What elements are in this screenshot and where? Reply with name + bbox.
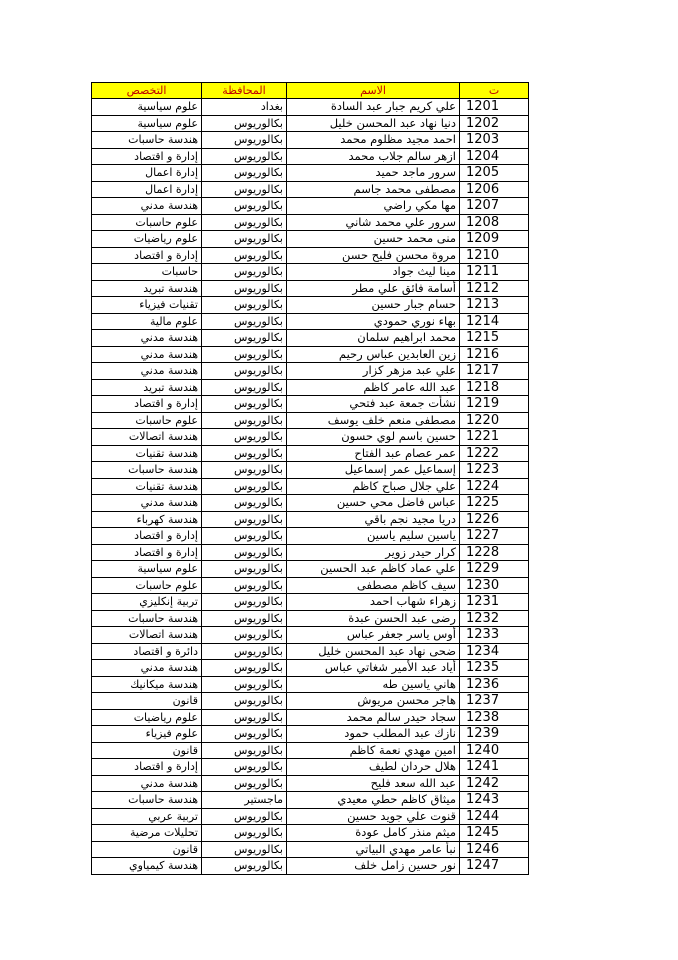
row-name: مها مكي راضي bbox=[287, 198, 460, 215]
row-number: 1204 bbox=[460, 148, 529, 165]
row-name: علي كريم جبار عبد السادة bbox=[287, 99, 460, 116]
row-specialization: إدارة و اقتصاد bbox=[92, 544, 202, 561]
row-governorate: بكالوريوس bbox=[202, 165, 287, 182]
table-row bbox=[92, 511, 529, 528]
row-governorate: بكالوريوس bbox=[202, 280, 287, 297]
document-page bbox=[91, 82, 528, 875]
row-number: 1243 bbox=[460, 792, 529, 809]
row-specialization: هندسة مدني bbox=[92, 346, 202, 363]
table-row bbox=[92, 825, 529, 842]
row-number: 1201 bbox=[460, 99, 529, 116]
row-number: 1210 bbox=[460, 247, 529, 264]
row-name: ازهر سالم جلاب محمد bbox=[287, 148, 460, 165]
table-row bbox=[92, 544, 529, 561]
table-row bbox=[92, 396, 529, 413]
row-governorate: بكالوريوس bbox=[202, 561, 287, 578]
row-specialization: هندسة حاسبات bbox=[92, 132, 202, 149]
row-name: نبأ عامر مهدي البياتي bbox=[287, 841, 460, 858]
row-specialization: حاسبات bbox=[92, 264, 202, 281]
row-governorate: بكالوريوس bbox=[202, 825, 287, 842]
row-name: مروة محسن فليح حسن bbox=[287, 247, 460, 264]
table-row bbox=[92, 445, 529, 462]
header-specialization: التخصص bbox=[92, 83, 202, 99]
row-number: 1240 bbox=[460, 742, 529, 759]
header-row bbox=[92, 83, 529, 99]
row-name: ضحى نهاد عبد المحسن خليل bbox=[287, 643, 460, 660]
table-row bbox=[92, 231, 529, 248]
row-governorate: بكالوريوس bbox=[202, 363, 287, 380]
row-specialization: علوم حاسبات bbox=[92, 412, 202, 429]
row-specialization: هندسة تبريد bbox=[92, 379, 202, 396]
row-specialization: علوم رياضيات bbox=[92, 231, 202, 248]
table-row bbox=[92, 363, 529, 380]
table-row bbox=[92, 346, 529, 363]
row-governorate: بغداد bbox=[202, 99, 287, 116]
row-number: 1230 bbox=[460, 577, 529, 594]
row-governorate: بكالوريوس bbox=[202, 297, 287, 314]
row-governorate: بكالوريوس bbox=[202, 412, 287, 429]
row-specialization: هندسة تقنيات bbox=[92, 445, 202, 462]
row-specialization: علوم سياسية bbox=[92, 99, 202, 116]
row-governorate: بكالوريوس bbox=[202, 693, 287, 710]
row-name: احمد مجيد مظلوم محمد bbox=[287, 132, 460, 149]
table-row bbox=[92, 759, 529, 776]
table-row bbox=[92, 561, 529, 578]
row-name: إسماعيل عمر إسماعيل bbox=[287, 462, 460, 479]
table-row bbox=[92, 660, 529, 677]
row-governorate: بكالوريوس bbox=[202, 346, 287, 363]
row-name: حسام جبار حسين bbox=[287, 297, 460, 314]
table-row bbox=[92, 841, 529, 858]
row-specialization: علوم مالية bbox=[92, 313, 202, 330]
table-header bbox=[92, 83, 529, 99]
row-number: 1222 bbox=[460, 445, 529, 462]
row-name: سرور ماجد حميد bbox=[287, 165, 460, 182]
row-governorate: بكالوريوس bbox=[202, 330, 287, 347]
row-specialization: إدارة اعمال bbox=[92, 181, 202, 198]
row-number: 1203 bbox=[460, 132, 529, 149]
row-number: 1215 bbox=[460, 330, 529, 347]
row-number: 1206 bbox=[460, 181, 529, 198]
row-number: 1221 bbox=[460, 429, 529, 446]
table-row bbox=[92, 495, 529, 512]
row-specialization: هندسة مدني bbox=[92, 775, 202, 792]
row-number: 1208 bbox=[460, 214, 529, 231]
row-number: 1219 bbox=[460, 396, 529, 413]
table-row bbox=[92, 115, 529, 132]
row-number: 1241 bbox=[460, 759, 529, 776]
row-number: 1212 bbox=[460, 280, 529, 297]
table-row bbox=[92, 643, 529, 660]
row-number: 1224 bbox=[460, 478, 529, 495]
row-name: مينا ليث جواد bbox=[287, 264, 460, 281]
row-name: نور حسين زامل خلف bbox=[287, 858, 460, 875]
row-specialization: هندسة مدني bbox=[92, 330, 202, 347]
row-name: دريا مجيد نجم باقي bbox=[287, 511, 460, 528]
row-name: سيف كاظم مصطفى bbox=[287, 577, 460, 594]
row-specialization: هندسة كهرباء bbox=[92, 511, 202, 528]
row-number: 1209 bbox=[460, 231, 529, 248]
row-number: 1205 bbox=[460, 165, 529, 182]
table-row bbox=[92, 330, 529, 347]
row-name: امين مهدي نعمة كاظم bbox=[287, 742, 460, 759]
row-number: 1242 bbox=[460, 775, 529, 792]
row-number: 1223 bbox=[460, 462, 529, 479]
row-name: هلال حردان لطيف bbox=[287, 759, 460, 776]
table-row bbox=[92, 742, 529, 759]
row-number: 1207 bbox=[460, 198, 529, 215]
table-row bbox=[92, 198, 529, 215]
row-name: منى محمد حسين bbox=[287, 231, 460, 248]
row-specialization: قانون bbox=[92, 841, 202, 858]
row-number: 1231 bbox=[460, 594, 529, 611]
table-row bbox=[92, 429, 529, 446]
row-name: نشأت جمعة عبد فتحي bbox=[287, 396, 460, 413]
row-number: 1202 bbox=[460, 115, 529, 132]
table-row bbox=[92, 775, 529, 792]
row-number: 1218 bbox=[460, 379, 529, 396]
row-specialization: هندسة اتصالات bbox=[92, 429, 202, 446]
row-governorate: بكالوريوس bbox=[202, 313, 287, 330]
row-number: 1239 bbox=[460, 726, 529, 743]
row-specialization: هندسة كيمياوي bbox=[92, 858, 202, 875]
row-number: 1217 bbox=[460, 363, 529, 380]
row-specialization: إدارة و اقتصاد bbox=[92, 247, 202, 264]
row-name: هاجر محسن مريوش bbox=[287, 693, 460, 710]
table-row bbox=[92, 247, 529, 264]
row-number: 1216 bbox=[460, 346, 529, 363]
row-governorate: بكالوريوس bbox=[202, 495, 287, 512]
row-specialization: علوم حاسبات bbox=[92, 577, 202, 594]
table-row bbox=[92, 792, 529, 809]
row-governorate: بكالوريوس bbox=[202, 759, 287, 776]
row-name: ميثاق كاظم حطي معيدي bbox=[287, 792, 460, 809]
row-specialization: إدارة و اقتصاد bbox=[92, 528, 202, 545]
header-number: ت bbox=[460, 83, 529, 99]
row-number: 1235 bbox=[460, 660, 529, 677]
row-governorate: بكالوريوس bbox=[202, 544, 287, 561]
row-specialization: هندسة اتصالات bbox=[92, 627, 202, 644]
row-specialization: علوم سياسية bbox=[92, 115, 202, 132]
row-governorate: بكالوريوس bbox=[202, 115, 287, 132]
table-row bbox=[92, 726, 529, 743]
row-name: محمد ابراهيم سلمان bbox=[287, 330, 460, 347]
table-row bbox=[92, 528, 529, 545]
row-number: 1228 bbox=[460, 544, 529, 561]
row-governorate: بكالوريوس bbox=[202, 429, 287, 446]
table-body bbox=[92, 99, 529, 875]
table-row bbox=[92, 165, 529, 182]
row-governorate: بكالوريوس bbox=[202, 511, 287, 528]
table-row bbox=[92, 594, 529, 611]
row-name: علي جلال صباح كاظم bbox=[287, 478, 460, 495]
row-name: عباس فاضل محي حسين bbox=[287, 495, 460, 512]
table-row bbox=[92, 627, 529, 644]
row-governorate: بكالوريوس bbox=[202, 528, 287, 545]
row-specialization: هندسة ميكانيك bbox=[92, 676, 202, 693]
row-governorate: بكالوريوس bbox=[202, 594, 287, 611]
row-name: أياد عبد الأمير شغاتي عباس bbox=[287, 660, 460, 677]
row-number: 1213 bbox=[460, 297, 529, 314]
row-name: عبد الله سعد فليح bbox=[287, 775, 460, 792]
row-governorate: بكالوريوس bbox=[202, 214, 287, 231]
table-row bbox=[92, 264, 529, 281]
row-governorate: بكالوريوس bbox=[202, 726, 287, 743]
row-specialization: هندسة مدني bbox=[92, 198, 202, 215]
row-name: حسين باسم لوي حسون bbox=[287, 429, 460, 446]
row-name: زهراء شهاب احمد bbox=[287, 594, 460, 611]
row-specialization: هندسة مدني bbox=[92, 495, 202, 512]
row-governorate: بكالوريوس bbox=[202, 445, 287, 462]
table-row bbox=[92, 412, 529, 429]
row-governorate: بكالوريوس bbox=[202, 610, 287, 627]
row-specialization: قانون bbox=[92, 693, 202, 710]
table-row bbox=[92, 313, 529, 330]
row-number: 1236 bbox=[460, 676, 529, 693]
row-number: 1234 bbox=[460, 643, 529, 660]
row-name: بهاء نوري حمودي bbox=[287, 313, 460, 330]
row-governorate: بكالوريوس bbox=[202, 627, 287, 644]
row-specialization: هندسة حاسبات bbox=[92, 462, 202, 479]
table-row bbox=[92, 808, 529, 825]
row-name: سرور علي محمد شاني bbox=[287, 214, 460, 231]
row-specialization: هندسة تقنيات bbox=[92, 478, 202, 495]
row-number: 1246 bbox=[460, 841, 529, 858]
row-number: 1232 bbox=[460, 610, 529, 627]
row-name: أوس ياسر جعفر عباس bbox=[287, 627, 460, 644]
table-row bbox=[92, 99, 529, 116]
row-specialization: هندسة حاسبات bbox=[92, 792, 202, 809]
row-number: 1233 bbox=[460, 627, 529, 644]
row-specialization: تربية عربي bbox=[92, 808, 202, 825]
row-specialization: إدارة و اقتصاد bbox=[92, 396, 202, 413]
header-governorate: المحافظة bbox=[202, 83, 287, 99]
row-specialization: علوم حاسبات bbox=[92, 214, 202, 231]
row-number: 1227 bbox=[460, 528, 529, 545]
row-governorate: بكالوريوس bbox=[202, 643, 287, 660]
row-number: 1211 bbox=[460, 264, 529, 281]
row-specialization: علوم فيزياء bbox=[92, 726, 202, 743]
row-governorate: بكالوريوس bbox=[202, 478, 287, 495]
table-row bbox=[92, 462, 529, 479]
row-governorate: بكالوريوس bbox=[202, 181, 287, 198]
row-name: علي عبد مزهر كزار bbox=[287, 363, 460, 380]
row-specialization: إدارة و اقتصاد bbox=[92, 759, 202, 776]
table-row bbox=[92, 709, 529, 726]
table-row bbox=[92, 132, 529, 149]
row-specialization: تحليلات مرضية bbox=[92, 825, 202, 842]
row-name: مصطفى منعم خلف يوسف bbox=[287, 412, 460, 429]
table-row bbox=[92, 297, 529, 314]
row-name: دنيا نهاد عبد المحسن خليل bbox=[287, 115, 460, 132]
row-name: أسامة فائق علي مطر bbox=[287, 280, 460, 297]
row-name: قنوت علي جويد حسين bbox=[287, 808, 460, 825]
row-number: 1245 bbox=[460, 825, 529, 842]
row-name: عمر عصام عبد الفتاح bbox=[287, 445, 460, 462]
row-governorate: بكالوريوس bbox=[202, 198, 287, 215]
row-number: 1244 bbox=[460, 808, 529, 825]
row-governorate: بكالوريوس bbox=[202, 775, 287, 792]
table-row bbox=[92, 280, 529, 297]
row-name: هاني ياسين طه bbox=[287, 676, 460, 693]
row-number: 1237 bbox=[460, 693, 529, 710]
table-row bbox=[92, 858, 529, 875]
row-name: عبد الله عامر كاظم bbox=[287, 379, 460, 396]
row-governorate: بكالوريوس bbox=[202, 231, 287, 248]
row-name: نازك عبد المطلب حمود bbox=[287, 726, 460, 743]
row-governorate: بكالوريوس bbox=[202, 676, 287, 693]
row-specialization: إدارة اعمال bbox=[92, 165, 202, 182]
row-governorate: بكالوريوس bbox=[202, 577, 287, 594]
table-row bbox=[92, 676, 529, 693]
table-row bbox=[92, 379, 529, 396]
row-governorate: بكالوريوس bbox=[202, 660, 287, 677]
row-governorate: بكالوريوس bbox=[202, 742, 287, 759]
row-number: 1226 bbox=[460, 511, 529, 528]
row-specialization: إدارة و اقتصاد bbox=[92, 148, 202, 165]
row-governorate: بكالوريوس bbox=[202, 396, 287, 413]
row-governorate: بكالوريوس bbox=[202, 858, 287, 875]
table-row bbox=[92, 478, 529, 495]
row-name: ميثم منذر كامل عودة bbox=[287, 825, 460, 842]
row-number: 1214 bbox=[460, 313, 529, 330]
row-number: 1220 bbox=[460, 412, 529, 429]
row-specialization: علوم سياسية bbox=[92, 561, 202, 578]
row-specialization: هندسة مدني bbox=[92, 660, 202, 677]
row-governorate: بكالوريوس bbox=[202, 247, 287, 264]
row-governorate: بكالوريوس bbox=[202, 709, 287, 726]
row-name: ياسين سليم ياسين bbox=[287, 528, 460, 545]
row-specialization: هندسة تبريد bbox=[92, 280, 202, 297]
row-name: علي عماد كاظم عبد الحسين bbox=[287, 561, 460, 578]
candidates-table bbox=[91, 82, 529, 875]
row-name: رضى عبد الحسن عبدة bbox=[287, 610, 460, 627]
row-number: 1238 bbox=[460, 709, 529, 726]
row-name: زين العابدين عباس رحيم bbox=[287, 346, 460, 363]
row-number: 1225 bbox=[460, 495, 529, 512]
row-name: كرار حيدر زوير bbox=[287, 544, 460, 561]
row-governorate: بكالوريوس bbox=[202, 132, 287, 149]
table-row bbox=[92, 577, 529, 594]
row-number: 1247 bbox=[460, 858, 529, 875]
row-specialization: تقنيات فيزياء bbox=[92, 297, 202, 314]
row-specialization: هندسة مدني bbox=[92, 363, 202, 380]
table-row bbox=[92, 693, 529, 710]
table-row bbox=[92, 181, 529, 198]
row-governorate: بكالوريوس bbox=[202, 264, 287, 281]
row-governorate: بكالوريوس bbox=[202, 841, 287, 858]
row-governorate: بكالوريوس bbox=[202, 148, 287, 165]
row-governorate: بكالوريوس bbox=[202, 379, 287, 396]
table-row bbox=[92, 214, 529, 231]
row-specialization: دائرة و اقتصاد bbox=[92, 643, 202, 660]
table-row bbox=[92, 610, 529, 627]
row-number: 1229 bbox=[460, 561, 529, 578]
row-governorate: بكالوريوس bbox=[202, 808, 287, 825]
row-specialization: تربية إنكليزي bbox=[92, 594, 202, 611]
row-specialization: هندسة حاسبات bbox=[92, 610, 202, 627]
row-governorate: بكالوريوس bbox=[202, 462, 287, 479]
row-specialization: قانون bbox=[92, 742, 202, 759]
row-specialization: علوم رياضيات bbox=[92, 709, 202, 726]
row-name: سجاد حيدر سالم محمد bbox=[287, 709, 460, 726]
header-name: الاسم bbox=[287, 83, 460, 99]
table-row bbox=[92, 148, 529, 165]
row-governorate: ماجستير bbox=[202, 792, 287, 809]
row-name: مصطفى محمد جاسم bbox=[287, 181, 460, 198]
